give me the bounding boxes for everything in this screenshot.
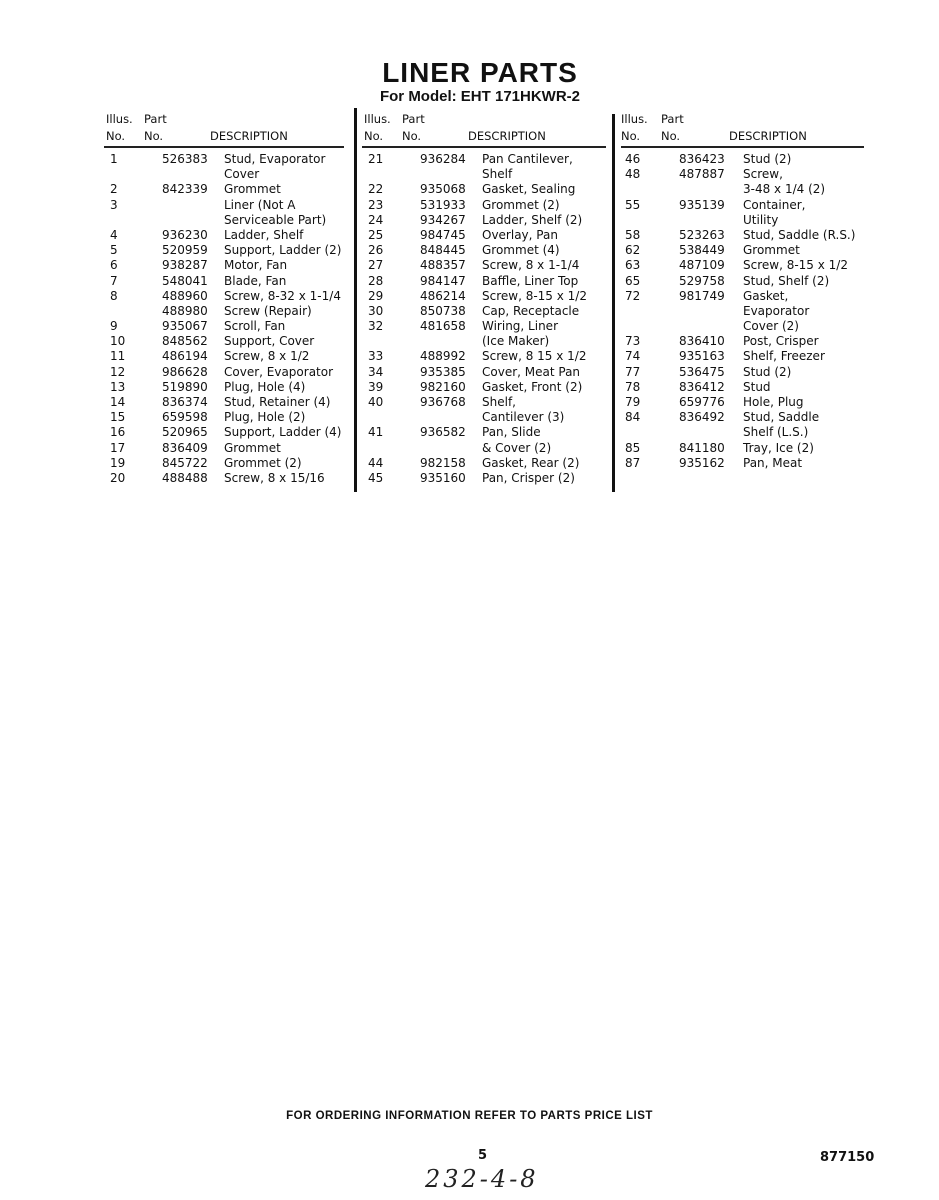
part-number: 520965 [162, 425, 208, 440]
part-number: 935162 [679, 455, 725, 470]
part-number: 486214 [420, 288, 466, 303]
part-number: 531933 [420, 197, 466, 212]
illus-number: 48 [625, 167, 641, 182]
part-number: 935385 [420, 364, 466, 379]
illus-number: 26 [368, 243, 384, 258]
part-description: Grommet [224, 440, 281, 455]
illus-number: 55 [625, 197, 641, 212]
header-description: DESCRIPTION [729, 129, 807, 143]
part-description: Pan, Meat [743, 455, 803, 470]
illus-number: 41 [368, 425, 384, 440]
part-number: 845722 [162, 455, 208, 470]
part-description: Support, Cover [224, 334, 315, 349]
part-description: Gasket, [743, 288, 789, 303]
header-illus-no: No. [364, 129, 384, 143]
part-description: Stud, Retainer (4) [224, 395, 331, 409]
header-description: DESCRIPTION [210, 129, 288, 143]
illus-number: 5 [110, 243, 118, 258]
illus-number: 9 [110, 319, 118, 334]
part-number: 936230 [162, 227, 208, 242]
part-description: Screw, 8-15 x 1/2 [743, 258, 848, 273]
illus-number: 73 [625, 334, 641, 349]
part-description: Pan, Crisper (2) [482, 470, 575, 485]
part-number: 836423 [679, 152, 725, 166]
part-number: 836412 [679, 379, 725, 394]
part-description: Gasket, Rear (2) [482, 455, 580, 470]
header-illus: Illus. [621, 112, 648, 126]
part-number: 488992 [420, 349, 466, 364]
part-description: Ladder, Shelf [224, 227, 304, 242]
part-description: 3-48 x 1/4 (2) [743, 182, 826, 197]
part-number: 936582 [420, 425, 466, 440]
illus-number: 79 [625, 395, 641, 409]
illus-number: 4 [110, 227, 118, 242]
illus-number: 20 [110, 470, 126, 485]
part-description: Support, Ladder (4) [224, 425, 342, 440]
part-description: Screw, 8-32 x 1-1/4 [224, 288, 341, 303]
part-description: Cover (2) [743, 319, 799, 334]
illus-number: 2 [110, 182, 118, 197]
part-description: Evaporator [743, 303, 810, 318]
part-number: 488357 [420, 258, 466, 273]
header-part-no: No. [661, 129, 681, 143]
part-description: Ladder, Shelf (2) [482, 212, 583, 227]
part-number: 519890 [162, 379, 208, 394]
part-description: Shelf [482, 167, 513, 182]
header-part-no: No. [402, 129, 422, 143]
illus-number: 12 [110, 364, 126, 379]
part-description: Shelf (L.S.) [743, 425, 809, 440]
illus-number: 11 [110, 349, 126, 364]
illus-number: 7 [110, 273, 118, 288]
ordering-footer: FOR ORDERING INFORMATION REFER TO PARTS PRICE LIST [286, 1110, 653, 1122]
part-number: 659776 [679, 395, 725, 409]
header-rule [362, 146, 606, 148]
illus-number: 72 [625, 288, 641, 303]
part-number: 836410 [679, 334, 725, 349]
part-description: Screw, 8 15 x 1/2 [482, 349, 587, 364]
part-number: 984147 [420, 273, 466, 288]
illus-number: 44 [368, 455, 384, 470]
part-description: Stud (2) [743, 152, 792, 166]
part-number: 936284 [420, 152, 466, 166]
part-number: 481658 [420, 319, 466, 334]
part-number: 548041 [162, 273, 208, 288]
illus-number: 8 [110, 288, 118, 303]
header-illus-no: No. [621, 129, 641, 143]
part-number: 520959 [162, 243, 208, 258]
illus-number: 16 [110, 425, 126, 440]
part-number: 836492 [679, 410, 725, 425]
part-number: 836409 [162, 440, 208, 455]
illus-number: 65 [625, 273, 641, 288]
part-description: Container, [743, 197, 806, 212]
illus-number: 21 [368, 152, 384, 166]
part-description: Hole, Plug [743, 395, 804, 409]
illus-number: 45 [368, 470, 384, 485]
part-description: Scroll, Fan [224, 319, 286, 334]
illus-number: 14 [110, 395, 126, 409]
header-rule [621, 146, 864, 148]
illus-number: 58 [625, 227, 641, 242]
part-description: Gasket, Front (2) [482, 379, 583, 394]
part-description: Utility [743, 212, 779, 227]
part-description: Plug, Hole (4) [224, 379, 306, 394]
illus-number: 74 [625, 349, 641, 364]
part-description: Gasket, Sealing [482, 182, 576, 197]
model-subtitle: For Model: EHT 171HKWR-2 [379, 88, 580, 105]
illus-number: 25 [368, 227, 384, 242]
illus-number: 24 [368, 212, 384, 227]
page-title: LINER PARTS [382, 57, 578, 88]
part-number: 841180 [679, 440, 725, 455]
header-illus-no: No. [106, 129, 126, 143]
part-number: 488488 [162, 470, 208, 485]
illus-number: 28 [368, 273, 384, 288]
part-number: 848562 [162, 334, 208, 349]
part-description: Grommet [743, 243, 800, 258]
illus-number: 29 [368, 288, 384, 303]
illus-number: 22 [368, 182, 384, 197]
column-divider [354, 108, 357, 492]
part-description: (Ice Maker) [482, 334, 550, 349]
part-description: Serviceable Part) [224, 212, 327, 227]
part-description: Blade, Fan [224, 273, 287, 288]
part-description: Pan Cantilever, [482, 152, 573, 166]
part-description: Grommet (4) [482, 243, 560, 258]
part-description: Support, Ladder (2) [224, 243, 342, 258]
part-number: 487109 [679, 258, 725, 273]
part-description: Screw, [743, 167, 783, 182]
part-description: Stud, Saddle (R.S.) [743, 227, 856, 242]
part-description: Stud [743, 379, 771, 394]
illus-number: 19 [110, 455, 126, 470]
part-description: Motor, Fan [224, 258, 288, 273]
part-description: Screw (Repair) [224, 303, 312, 318]
handwritten-note: 232-4-8 [425, 1165, 539, 1193]
header-part: Part [402, 112, 425, 126]
part-number: 981749 [679, 288, 725, 303]
part-number: 659598 [162, 410, 208, 425]
header-illus: Illus. [364, 112, 391, 126]
part-number: 982158 [420, 455, 466, 470]
illus-number: 10 [110, 334, 126, 349]
part-description: Plug, Hole (2) [224, 410, 306, 425]
part-number: 486194 [162, 349, 208, 364]
part-number: 934267 [420, 212, 466, 227]
part-number: 984745 [420, 227, 466, 242]
part-number: 526383 [162, 152, 208, 166]
part-description: Stud, Saddle [743, 410, 820, 425]
part-number: 523263 [679, 227, 725, 242]
illus-number: 32 [368, 319, 384, 334]
header-part-no: No. [144, 129, 164, 143]
part-description: Screw, 8-15 x 1/2 [482, 288, 587, 303]
part-number: 982160 [420, 379, 466, 394]
part-number: 536475 [679, 364, 725, 379]
part-description: Stud, Shelf (2) [743, 273, 830, 288]
part-description: Cap, Receptacle [482, 303, 580, 318]
illus-number: 13 [110, 379, 126, 394]
header-description: DESCRIPTION [468, 129, 546, 143]
part-description: Tray, Ice (2) [743, 440, 814, 455]
part-number: 938287 [162, 258, 208, 273]
part-description: Grommet (2) [482, 197, 560, 212]
part-description: & Cover (2) [482, 440, 552, 455]
part-number: 848445 [420, 243, 466, 258]
page-number: 5 [478, 1148, 488, 1163]
part-description: Screw, 8 x 1-1/4 [482, 258, 580, 273]
illus-number: 3 [110, 197, 118, 212]
part-number: 538449 [679, 243, 725, 258]
part-description: Liner (Not A [224, 197, 296, 212]
part-description: Grommet (2) [224, 455, 302, 470]
part-description: Grommet [224, 182, 281, 197]
document-number: 877150 [820, 1150, 875, 1165]
part-description: Baffle, Liner Top [482, 273, 579, 288]
header-illus: Illus. [106, 112, 133, 126]
illus-number: 1 [110, 152, 118, 166]
part-number: 842339 [162, 182, 208, 197]
part-number: 488960 [162, 288, 208, 303]
illus-number: 63 [625, 258, 641, 273]
illus-number: 34 [368, 364, 384, 379]
part-number: 935163 [679, 349, 725, 364]
illus-number: 87 [625, 455, 641, 470]
part-description: Shelf, Freezer [743, 349, 825, 364]
illus-number: 30 [368, 303, 384, 318]
illus-number: 15 [110, 410, 126, 425]
illus-number: 6 [110, 258, 118, 273]
part-number: 935068 [420, 182, 466, 197]
part-number: 935139 [679, 197, 725, 212]
part-description: Cantilever (3) [482, 410, 565, 425]
part-number: 936768 [420, 395, 466, 409]
part-number: 487887 [679, 167, 725, 182]
illus-number: 33 [368, 349, 384, 364]
part-number: 935067 [162, 319, 208, 334]
part-number: 986628 [162, 364, 208, 379]
illus-number: 78 [625, 379, 641, 394]
illus-number: 39 [368, 379, 384, 394]
illus-number: 27 [368, 258, 384, 273]
part-description: Screw, 8 x 1/2 [224, 349, 310, 364]
part-number: 935160 [420, 470, 466, 485]
part-number: 836374 [162, 395, 208, 409]
part-description: Stud, Evaporator [224, 152, 326, 166]
illus-number: 62 [625, 243, 641, 258]
illus-number: 23 [368, 197, 384, 212]
part-description: Cover, Evaporator [224, 364, 334, 379]
illus-number: 17 [110, 440, 126, 455]
part-description: Screw, 8 x 15/16 [224, 470, 325, 485]
header-rule [104, 146, 344, 148]
header-part: Part [144, 112, 167, 126]
illus-number: 85 [625, 440, 641, 455]
part-description: Post, Crisper [743, 334, 819, 349]
part-number: 488980 [162, 303, 208, 318]
part-number: 529758 [679, 273, 725, 288]
illus-number: 40 [368, 395, 384, 409]
part-description: Wiring, Liner [482, 319, 558, 334]
part-number: 850738 [420, 303, 466, 318]
part-description: Stud (2) [743, 364, 792, 379]
part-description: Cover [224, 167, 260, 182]
part-description: Pan, Slide [482, 425, 541, 440]
header-part: Part [661, 112, 684, 126]
column-divider [612, 114, 615, 492]
part-description: Cover, Meat Pan [482, 364, 581, 379]
illus-number: 46 [625, 152, 641, 166]
part-description: Shelf, [482, 395, 516, 409]
part-description: Overlay, Pan [482, 227, 558, 242]
illus-number: 84 [625, 410, 641, 425]
illus-number: 77 [625, 364, 641, 379]
